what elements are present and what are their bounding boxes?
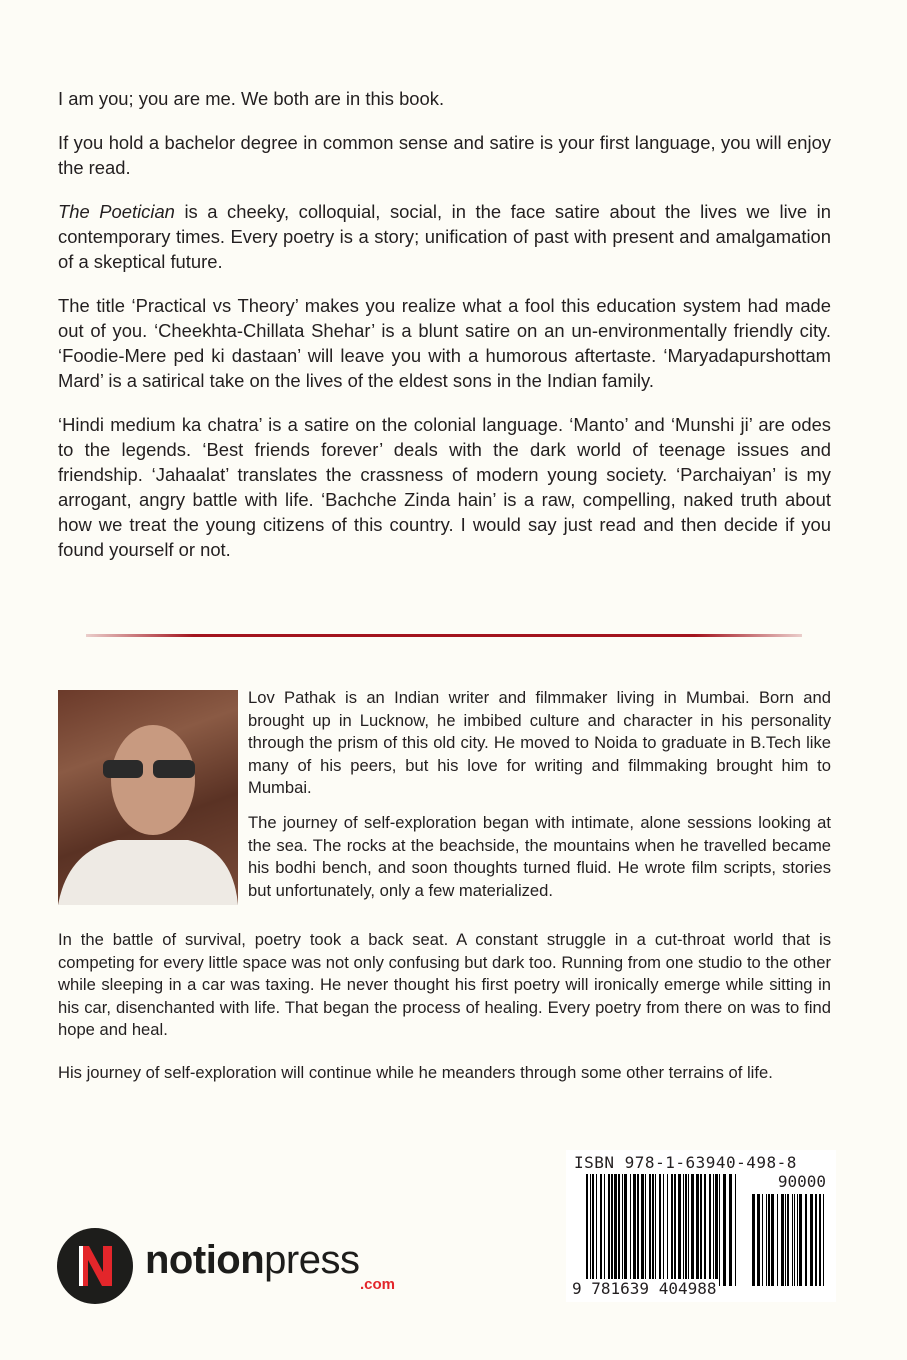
barcode-bar xyxy=(622,1174,623,1286)
barcode-bar xyxy=(586,1174,588,1286)
barcode-bar xyxy=(671,1174,673,1286)
bio-paragraph: The journey of self-exploration began with intimate, alone sessions looking at the sea. The rocks at the beachside, the mountains when he travelled became his bodhi bench, and soon thoughts turned fluid. He wrote film scripts, stories but unfortunately, only a few materialized. xyxy=(248,812,831,900)
barcode-bar xyxy=(735,1174,736,1286)
barcode-bar xyxy=(600,1174,602,1286)
barcode-bar xyxy=(762,1194,763,1286)
barcode-bar xyxy=(685,1174,687,1286)
isbn-text: ISBN 978-1-63940-498-8 xyxy=(574,1153,797,1172)
blurb-paragraph: If you hold a bachelor degree in common sense and satire is your first language, you will enjoy the read. xyxy=(58,132,831,178)
barcode-bars xyxy=(586,1174,736,1286)
barcode-bar xyxy=(768,1194,770,1286)
logo-n-icon xyxy=(57,1228,133,1304)
barcode-bar xyxy=(633,1174,636,1286)
barcode-bar xyxy=(719,1174,720,1286)
barcode-bar xyxy=(618,1174,620,1286)
barcode-bar xyxy=(823,1194,824,1286)
isbn-barcode xyxy=(566,1150,836,1302)
barcode-bar xyxy=(652,1174,654,1286)
book-title: The Poetician xyxy=(58,201,175,222)
blurb-paragraph xyxy=(58,199,831,274)
barcode-bar xyxy=(709,1174,711,1286)
barcode-bar xyxy=(700,1174,702,1286)
barcode-bar xyxy=(704,1174,706,1286)
barcode-bar xyxy=(792,1194,793,1286)
barcode-bar xyxy=(785,1194,786,1286)
barcode-bar xyxy=(637,1174,639,1286)
barcode-bar xyxy=(794,1194,795,1286)
barcode-bar xyxy=(674,1174,676,1286)
barcode-bar xyxy=(810,1194,813,1286)
barcode-bar xyxy=(723,1174,726,1286)
barcode-bar xyxy=(663,1174,664,1286)
bio-paragraph: In the battle of survival, poetry took a back seat. A constant struggle in a cut-throat world that is competing for every little space was not only confusing but dark too. Running from one studio to the other while sleeping in a car was taxing. He never thought his first poetry will ironically emerge while sitting in his car, disenchanted with life. That began the process of healing. Every poetry from there on was to find hope and heal. xyxy=(58,930,831,1040)
barcode-bar xyxy=(805,1194,807,1286)
back-cover-blurb xyxy=(58,86,831,581)
barcode-bar xyxy=(678,1174,681,1286)
barcode-bar xyxy=(614,1174,617,1286)
barcode-bar xyxy=(777,1194,778,1286)
barcode-bar xyxy=(624,1174,627,1286)
author-photo xyxy=(58,690,238,905)
bio-paragraph: Lov Pathak is an Indian writer and filmmaker living in Mumbai. Born and brought up in Lucknow, he imbibed culture and character in his personality through the prism of this old city. He moved to Noida to graduate in B.Tech like many of his peers, but his love for writing and filmmaking brought him to Mumbai. xyxy=(248,688,831,798)
barcode-bar xyxy=(787,1194,789,1286)
blurb-text: is a cheeky, colloquial, social, in the face satire about the lives we live in contemporary times. Every poetry is a story; unification of past with present and amalgamation of a skeptical future. xyxy=(58,201,831,272)
blurb-paragraph: ‘Hindi medium ka chatra’ is a satire on the colonial language. ‘Manto’ and ‘Munshi ji’ are odes to the legends. ‘Best friends forever’ deals with the dark world of teenage issues and friendship. ‘Jahaalat’ translates the crassness of modern young society. ‘Parchaiyan’ is my arrogant, angry battle with life. ‘Bachche Zinda hain’ is a raw, compelling, naked truth about how we treat the young citizens of this country. I would say just read and then decide if you found yourself or not. xyxy=(58,414,831,560)
barcode-bar xyxy=(757,1194,760,1286)
barcode-bar xyxy=(715,1174,718,1286)
barcode-bar xyxy=(713,1174,714,1286)
author-bio xyxy=(248,687,831,914)
barcode-bar xyxy=(592,1174,594,1286)
price-addon: 90000 xyxy=(777,1172,826,1191)
barcode-bar xyxy=(611,1174,613,1286)
barcode-bar xyxy=(683,1174,684,1286)
barcode-bar xyxy=(691,1174,694,1286)
barcode-bar xyxy=(655,1174,656,1286)
bio-paragraph: His journey of self-exploration will continue while he meanders through some other terrains of life. xyxy=(58,1062,773,1082)
barcode-bar xyxy=(649,1174,651,1286)
blurb-paragraph: I am you; you are me. We both are in this book. xyxy=(58,88,445,109)
barcode-bar xyxy=(696,1174,699,1286)
barcode-bar xyxy=(819,1194,821,1286)
barcode-bar xyxy=(815,1194,817,1286)
barcode-bar xyxy=(729,1174,732,1286)
barcode-bar xyxy=(771,1194,774,1286)
barcode-bar xyxy=(608,1174,610,1286)
barcode-bar xyxy=(688,1174,689,1286)
barcode-bar xyxy=(596,1174,597,1286)
barcode-bar xyxy=(766,1194,767,1286)
blurb-paragraph: The title ‘Practical vs Theory’ makes you realize what a fool this education system had made out of you. ‘Cheekhta-Chillata Shehar’ is a blunt satire on an un-environmentally friendly city. ‘Foodie-Mere ped ki dastaan’ will leave you with a humorous aftertaste. ‘Maryadapurshottam Mard’ is a satirical take on the lives of the eldest sons in the Indian family. xyxy=(58,295,831,391)
barcode-bar xyxy=(645,1174,646,1286)
barcode-bar xyxy=(752,1194,755,1286)
divider xyxy=(86,634,802,637)
barcode-bar xyxy=(659,1174,661,1286)
barcode-bar xyxy=(799,1194,802,1286)
ean-number: 9 781639 404988 xyxy=(572,1279,717,1298)
publisher-domain: .com xyxy=(360,1276,396,1293)
barcode-bar xyxy=(781,1194,784,1286)
barcode-bar xyxy=(604,1174,605,1286)
publisher-name: notionpress xyxy=(145,1238,360,1282)
addon-bars xyxy=(752,1194,824,1286)
barcode-bar xyxy=(590,1174,591,1286)
barcode-bar xyxy=(667,1174,668,1286)
barcode-bar xyxy=(630,1174,631,1286)
barcode-bar xyxy=(797,1194,798,1286)
author-bio-continued xyxy=(58,929,831,1105)
barcode-bar xyxy=(641,1174,644,1286)
